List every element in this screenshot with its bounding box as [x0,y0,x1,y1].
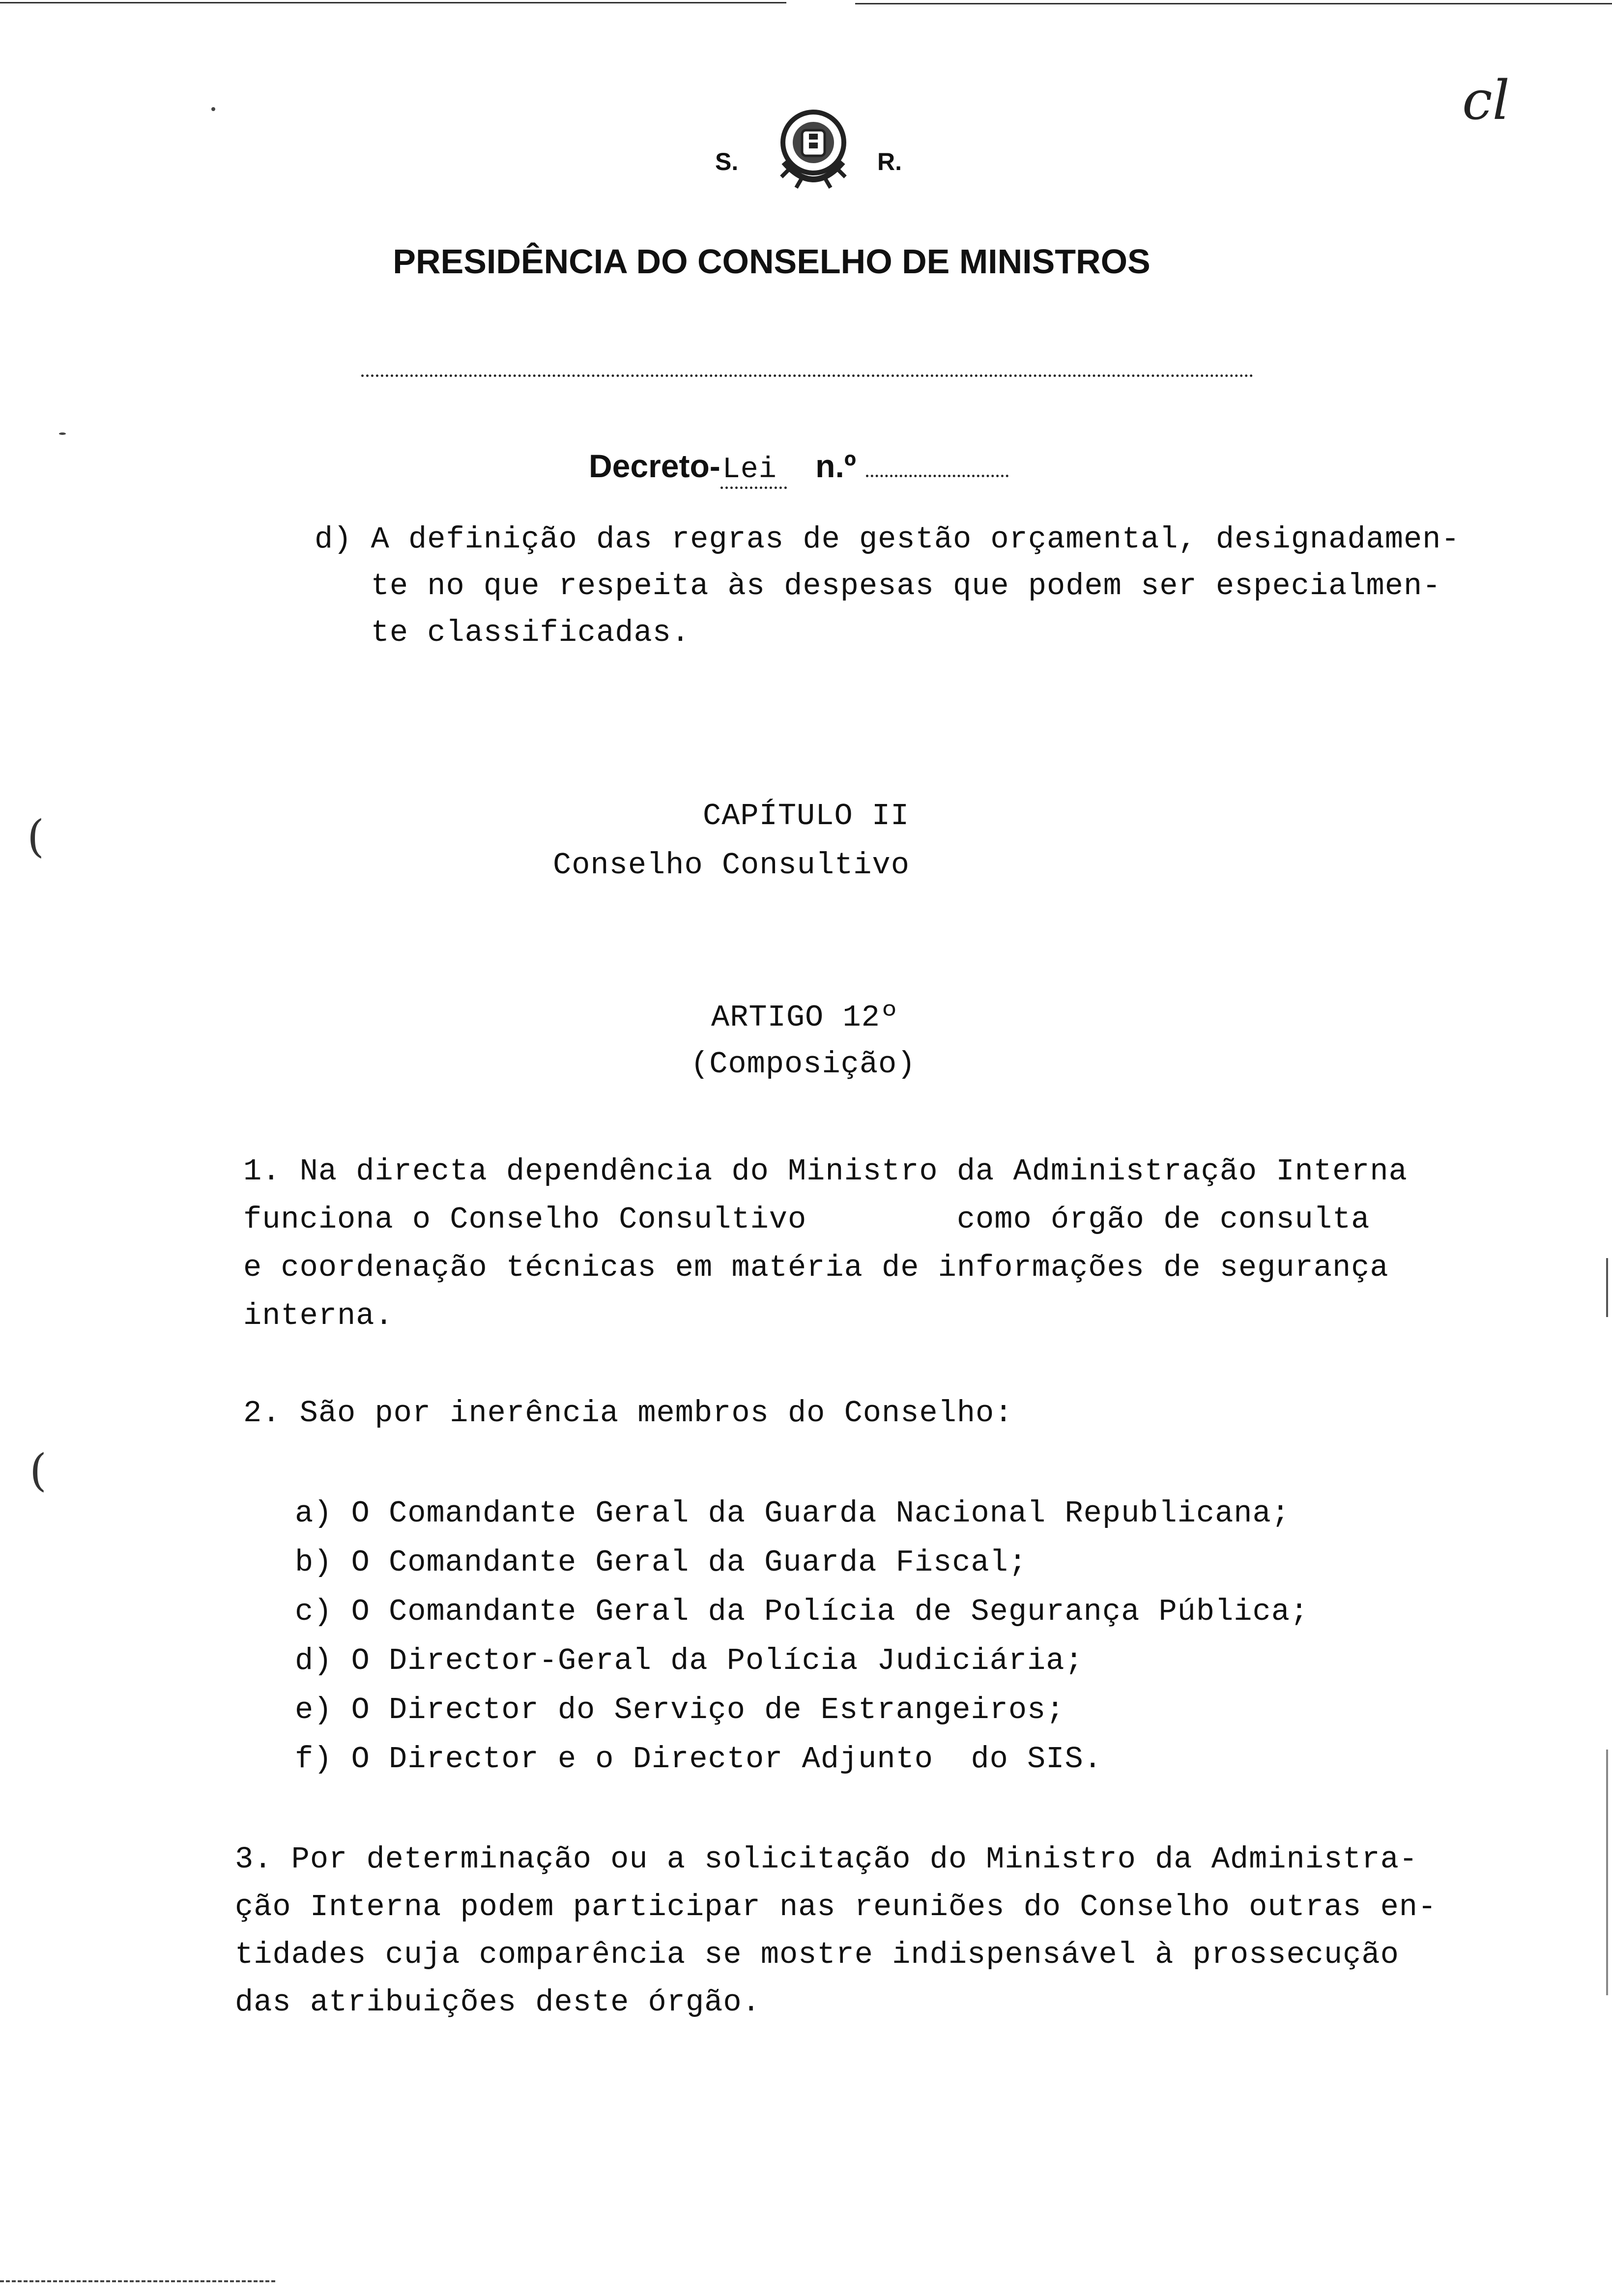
list-item: c) O Comandante Geral da Polícia de Segurança Pública; [295,1594,1309,1629]
margin-bracket-mark: ( [29,1445,47,1496]
list-item: b) O Comandante Geral da Guarda Fiscal; [295,1545,1028,1580]
scan-top-edge [0,0,1612,6]
scan-speck [59,432,66,435]
text-line: das atribuições deste órgão. [235,1985,761,2020]
scan-edge-mark [1606,1750,1608,1995]
decree-line [589,447,1008,487]
text-line: ção Interna podem participar nas reuniões do Conselho outras en- [235,1890,1437,1924]
margin-bracket-mark: ( [27,811,45,862]
scan-edge-mark [1606,1258,1608,1317]
page-title: PRESIDÊNCIA DO CONSELHO DE MINISTROS [393,242,1151,281]
text-line: te no que respeita às despesas que podem ser especialmen- [315,569,1441,603]
chapter-title: Conselho Consultivo [553,848,910,883]
intro-item-d [315,516,1460,656]
text-line: interna. [243,1298,394,1333]
decree-label: Decreto- [589,448,720,484]
scan-bottom-edge [0,2280,275,2284]
decree-number-label: n.º [815,448,856,484]
members-list [295,1489,1309,1784]
article-heading: ARTIGO 12º [711,1000,899,1035]
handwritten-page-mark: cl [1462,69,1510,132]
paragraph-1 [243,1148,1408,1340]
text-line: 1. Na directa dependência do Ministro da Administração Interna [243,1154,1408,1189]
text-line: d) A definição das regras de gestão orçamental, designadamen- [315,522,1460,557]
list-item: e) O Director do Serviço de Estrangeiros; [295,1693,1065,1727]
paragraph-3 [235,1836,1437,2026]
coat-of-arms-icon [767,103,860,197]
scan-speck [211,107,215,111]
chapter-heading: CAPÍTULO II [703,799,910,833]
article-title: (Composição) [691,1047,916,1082]
header-letter-r: R. [877,148,902,175]
text-line: tidades cuja comparência se mostre indispensável à prossecução [235,1937,1399,1972]
list-item: f) O Director e o Director Adjunto do SIS. [295,1742,1102,1777]
paragraph-2: 2. São por inerência membros do Conselho: [243,1396,1013,1431]
text-line: e coordenação técnicas em matéria de informações de segurança [243,1250,1389,1285]
decree-type: Lei [720,453,787,489]
decree-number-blank [866,475,1008,477]
list-item: a) O Comandante Geral da Guarda Nacional Republicana; [295,1496,1290,1531]
text-line: te classificadas. [315,615,691,650]
text-line: funciona o Conselho Consultivo como órgão de consulta [243,1202,1370,1237]
list-item: d) O Director-Geral da Polícia Judiciária; [295,1643,1084,1678]
text-line: 3. Por determinação ou a solicitação do Ministro da Administra- [235,1842,1418,1877]
header-letter-s: S. [715,148,739,175]
header-dotted-rule [361,374,1253,377]
